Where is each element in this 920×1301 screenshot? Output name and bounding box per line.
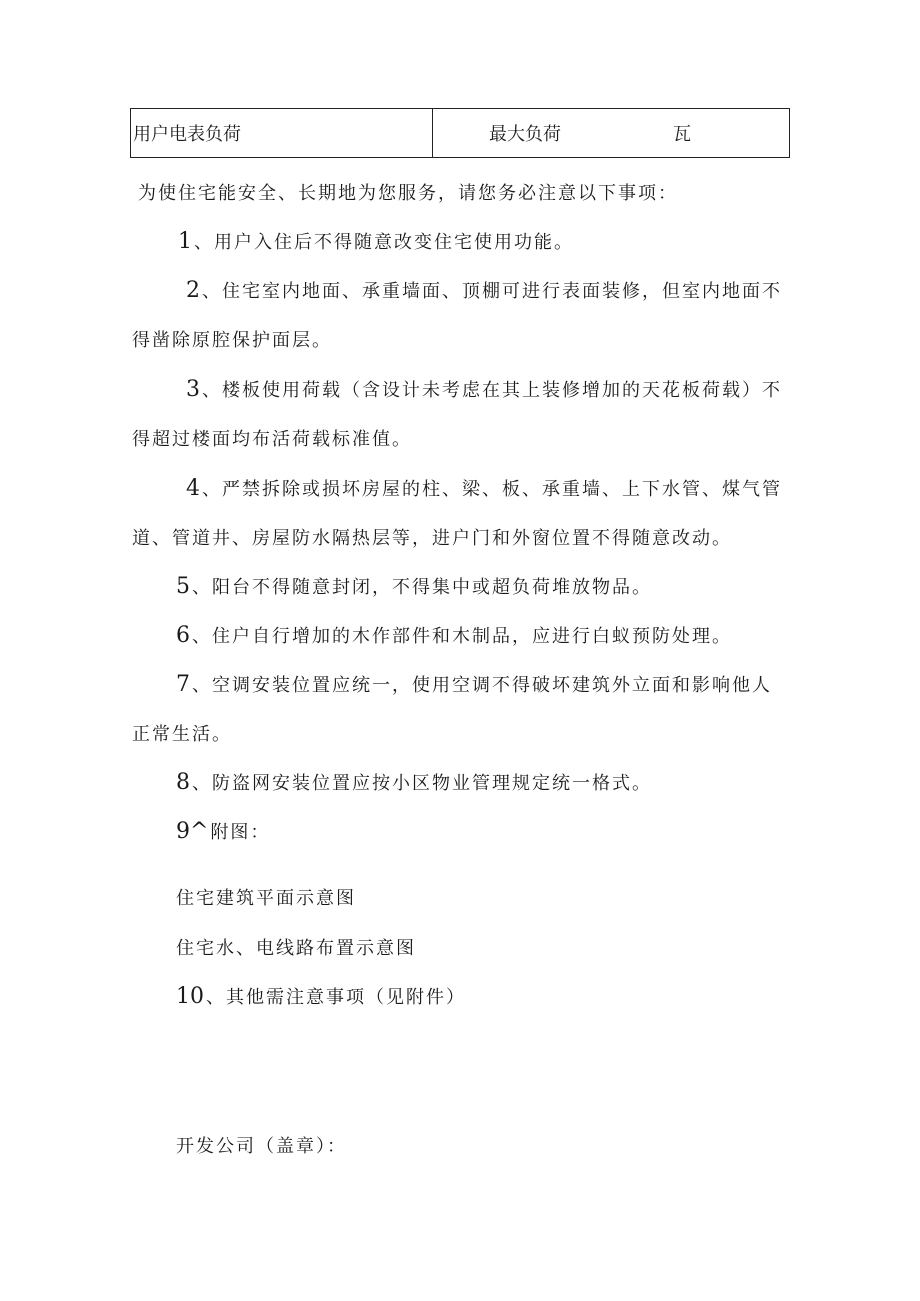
intro-text: 为使住宅能安全、长期地为您服务，请您务必注意以下事项： [138,183,678,204]
item-number: 1 [178,229,192,254]
item-2 [186,277,782,303]
item-number: 9^ [176,819,209,844]
item-number: 4 [186,476,200,501]
max-load-cell [433,109,789,157]
attachment-wiring-plan: 住宅水、电线路布置示意图 [176,938,416,959]
item-text: 、严禁拆除或损坏房屋的柱、梁、板、承重墙、上下水管、煤气管 [202,479,782,500]
item-text: 、防盗网安装位置应按小区物业管理规定统一格式。 [192,773,652,794]
item-6 [176,622,732,648]
item-number: 5 [176,574,190,599]
item-8 [176,769,652,795]
item-text: 、空调安装位置应统一，使用空调不得破坏建筑外立面和影响他人 [192,675,772,696]
item-number: 2 [186,278,200,303]
meter-load-label: 用户电表负荷 [133,124,241,145]
item-5 [176,573,652,599]
item-4 [186,475,782,501]
item-text: 、阳台不得随意封闭，不得集中或超负荷堆放物品。 [192,577,652,598]
item-number: 7 [176,672,190,697]
item-number: 10 [176,984,204,1009]
item-4-continuation: 道、管道井、房屋防水隔热层等，进户门和外窗位置不得随意改动。 [132,528,732,549]
item-9 [176,818,270,844]
item-3-continuation: 得超过楼面均布活荷载标准值。 [132,429,412,450]
item-7 [176,671,772,697]
load-table [130,108,790,158]
item-10 [176,983,466,1009]
item-3 [186,376,782,402]
item-number: 3 [186,377,200,402]
item-number: 6 [176,623,190,648]
developer-seal-line: 开发公司（盖章）： [176,1136,347,1157]
item-text: 、其他需注意事项（见附件） [206,987,466,1008]
watt-unit: 瓦 [673,124,691,145]
item-text: 、住宅室内地面、承重墙面、顶棚可进行表面装修，但室内地面不 [202,281,782,302]
item-text: 、楼板使用荷载（含设计未考虑在其上装修增加的天花板荷载）不 [202,380,782,401]
item-number: 8 [176,770,190,795]
item-1 [178,228,574,254]
item-7-continuation: 正常生活。 [132,724,232,745]
max-load-label: 最大负荷 [489,124,561,145]
item-2-continuation: 得凿除原腔保护面层。 [132,330,332,351]
item-text: 、住户自行增加的木作部件和木制品，应进行白蚁预防处理。 [192,626,732,647]
meter-load-cell [131,109,433,157]
item-text: 附图： [210,822,271,843]
item-text: 、用户入住后不得随意改变住宅使用功能。 [194,232,574,253]
attachment-floor-plan: 住宅建筑平面示意图 [176,888,356,909]
